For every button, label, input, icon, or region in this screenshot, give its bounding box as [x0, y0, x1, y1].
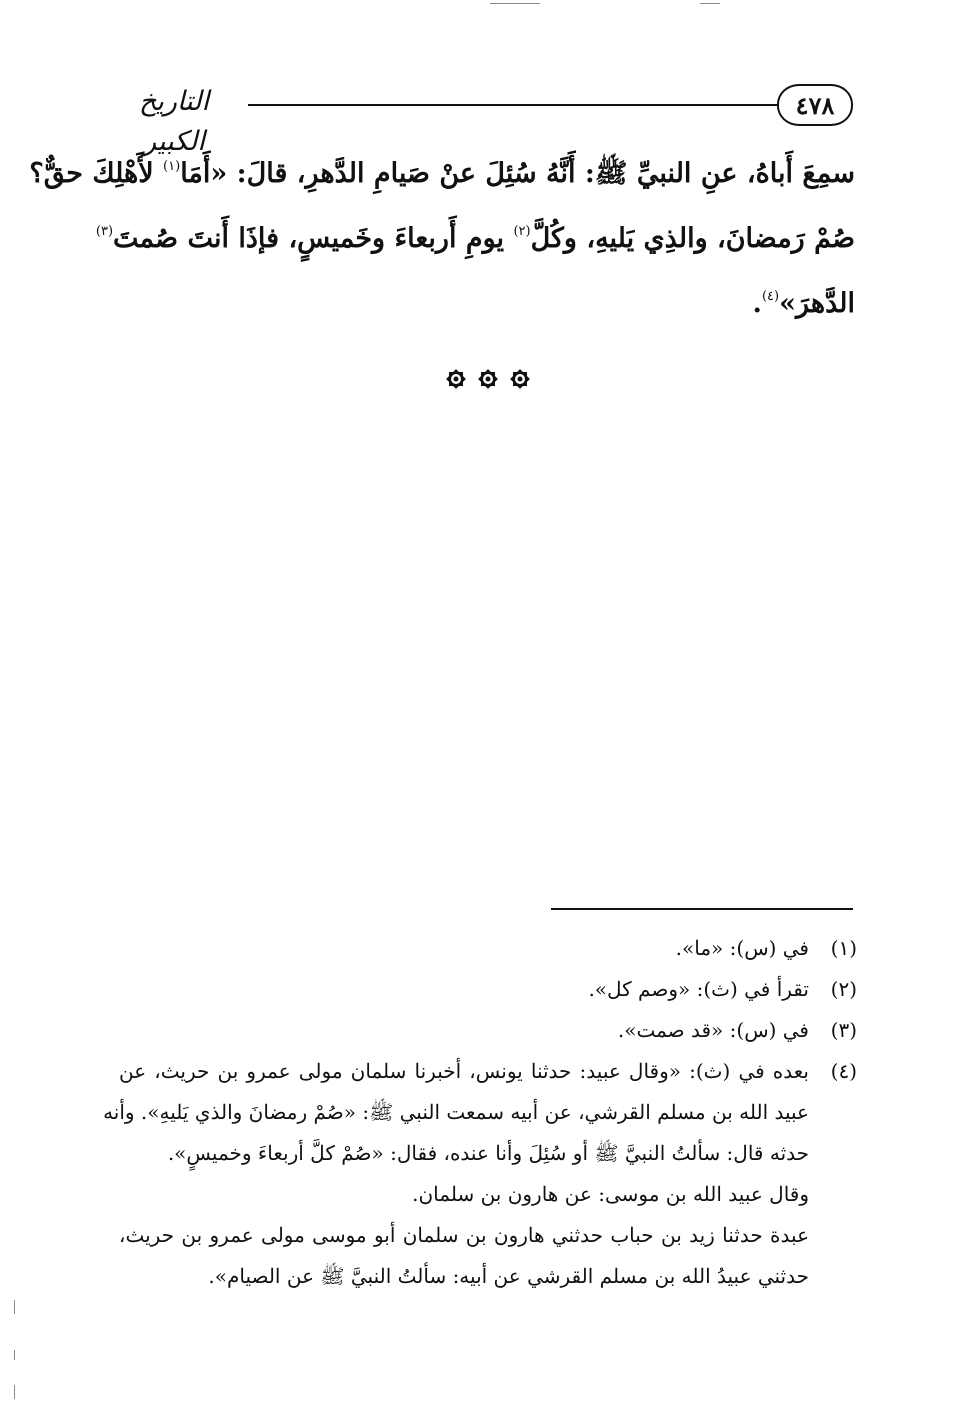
footnote-ref: (٤): [761, 289, 780, 304]
main-text-segment: .: [752, 288, 762, 319]
footnote-text: بعده في (ث): «وقال عبيد: حدثنا يونس، أخبرنا سلمان مولى عمرو بن حريث، عن: [119, 1059, 809, 1083]
main-text-segment: سمِعَ أَباهُ، عنِ النبيِّ ﷺ: أَنَّهُ سُئِلَ عنْ صَيامِ الدَّهرِ، قالَ: «أَمَا: [180, 158, 855, 189]
scan-mark: [14, 1300, 15, 1314]
page-number-badge: [777, 84, 853, 126]
footnote-4: [103, 1051, 857, 1297]
footnote-2: [119, 969, 857, 1010]
book-title: التاريخ الكبير: [138, 86, 210, 157]
footnote-number: (٣): [830, 1018, 857, 1042]
eight-point-star-ornament-icon: [443, 366, 469, 392]
eight-point-star-ornament-icon: [507, 366, 533, 392]
scan-mark: [700, 3, 720, 4]
footnote-text: تقرأ في (ث): «وصم كل».: [588, 977, 809, 1001]
footnote-ref: (١): [163, 159, 181, 174]
header-rule: [248, 104, 779, 106]
eight-point-star-ornament-icon: [475, 366, 501, 392]
footnote-text: حدثني عبيدُ الله بن مسلم القرشي عن أبيه: سألتُ النبيَّ ﷺ عن الصيام».: [208, 1264, 809, 1288]
scan-mark: [14, 1385, 15, 1399]
footnotes: [103, 928, 857, 1297]
footnote-3: [119, 1010, 857, 1051]
page-number: ٤٧٨: [795, 90, 835, 120]
footnote-text: عبدة حدثنا زيد بن حباب حدثني هارون بن سلمان أبو موسى مولى عمرو بن حريث،: [119, 1223, 809, 1247]
footnote-number: (١): [830, 936, 857, 960]
main-text-segment: الدَّهرَ»: [779, 288, 855, 319]
footnote-text: حدثه قال: سألتُ النبيَّ ﷺ أو سُئِلَ وأنا عنده، فقال: «صُمْ كلَّ أربعاءَ وخميسٍ».: [167, 1141, 809, 1165]
footnote-1: [119, 928, 857, 969]
main-text-segment: لأَهْلِكَ حقٌّ؟: [29, 158, 164, 189]
footnote-text: عبيد الله بن مسلم القرشي، عن أبيه سمعت النبي ﷺ: «صُمْ رمضانَ والذي يَليهِ». وأنه: [103, 1100, 809, 1124]
footnote-number: (٤): [830, 1059, 857, 1083]
footnote-ref: (٣): [95, 224, 114, 239]
main-text-segment: صُمْ رَمضانَ، والذِي يَليهِ، وكُلَّ: [530, 223, 855, 254]
page-header: [108, 82, 853, 157]
footnote-ref: (٢): [513, 224, 531, 239]
main-text-line: [29, 138, 855, 203]
scan-mark: [14, 1350, 15, 1360]
footnote-text: وقال عبيد الله بن موسى: عن هارون بن سلمان.: [412, 1182, 809, 1206]
footnote-number: (٢): [830, 977, 857, 1001]
main-text-segment: يومِ أَربعاءَ وخَميسٍ، فإذَا أَنتَ صُمتَ: [113, 223, 514, 254]
footnote-text: في (س): «قد صمت».: [617, 1018, 809, 1042]
scan-mark: [490, 3, 540, 4]
section-ornament: [0, 366, 975, 392]
footnote-text: في (س): «ما».: [675, 936, 809, 960]
footnote-separator: [551, 908, 853, 910]
main-text: [29, 138, 855, 333]
main-text-line: [95, 203, 855, 268]
main-text-line: [120, 268, 855, 333]
